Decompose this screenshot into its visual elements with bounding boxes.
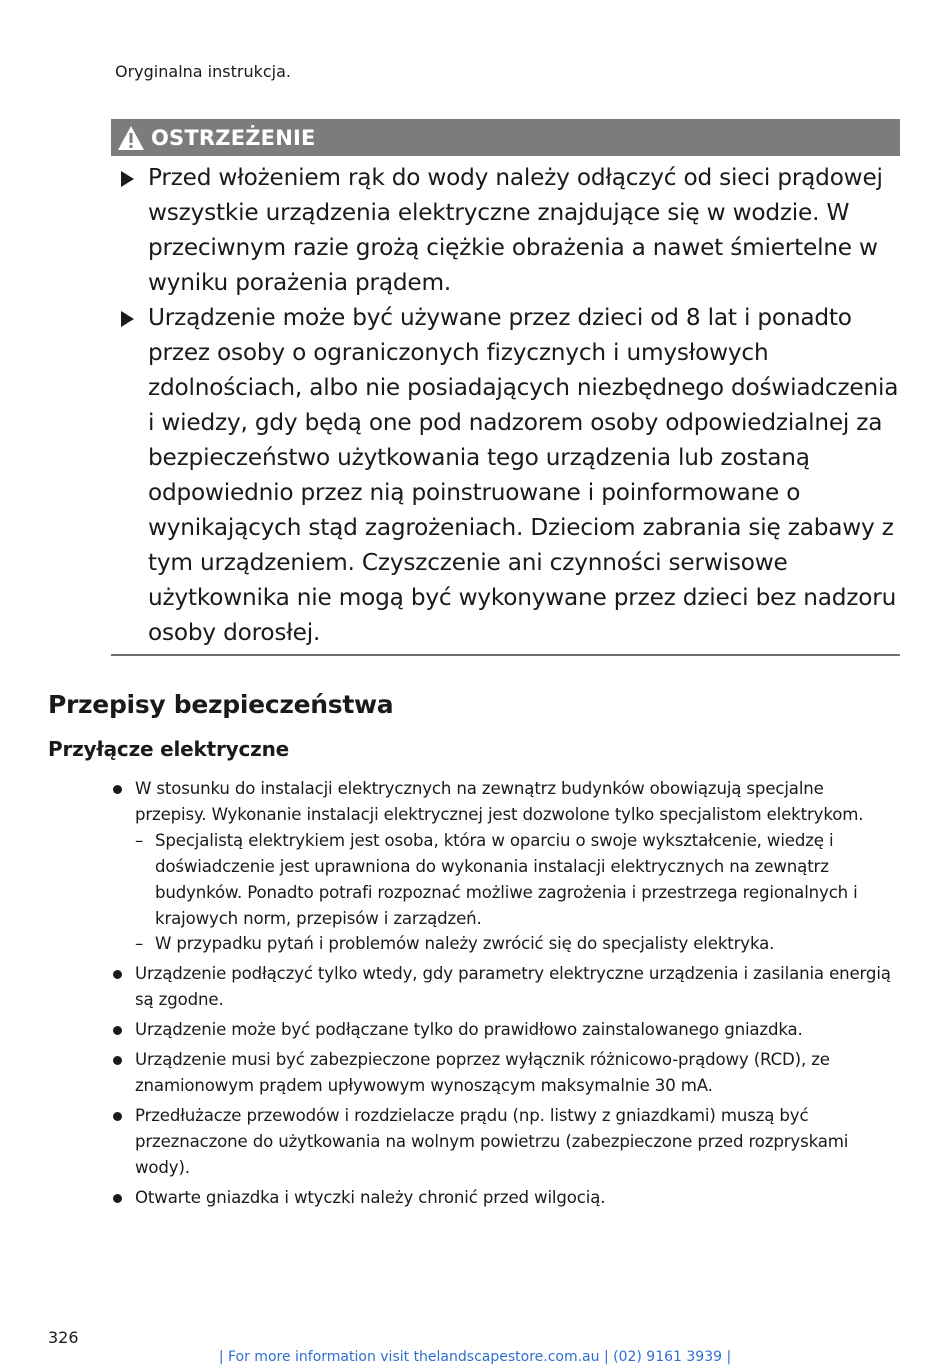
footer-contact-text: | For more information visit thelandscapestore.com.au | (02) 9161 3939 | [218, 1349, 732, 1365]
triangle-bullet-icon [121, 171, 134, 187]
dash-marker: – [135, 934, 144, 954]
list-item [108, 1017, 900, 1043]
list-item [108, 961, 900, 1013]
warning-divider [111, 654, 900, 656]
sub-list-item [135, 828, 900, 932]
warning-item [111, 160, 900, 300]
sub-list-item [135, 931, 900, 957]
sub-rule-text: Specjalistą elektrykiem jest osoba, która w oparciu o swoje wykształcenie, wiedzę i doświadczenie jest uprawniona do wykonania instalacji elektrycznych na zewnątrz budynków. Ponadto potrafi rozpoznać możliwe zagrożenia i przestrzega regionalnych i krajowych norm, przepisów i zarządzeń. [155, 830, 858, 928]
list-item [108, 1047, 900, 1099]
warning-header [111, 119, 900, 156]
warning-title: OSTRZEŻENIE [151, 125, 316, 150]
bullet-dot-icon [113, 1112, 122, 1121]
list-item [108, 1103, 900, 1181]
rule-text: Urządzenie podłączyć tylko wtedy, gdy parametry elektryczne urządzenia i zasilania energią są zgodne. [135, 964, 891, 1010]
section-title: Przepisy bezpieczeństwa [48, 690, 394, 719]
sub-list [135, 828, 900, 958]
sub-rule-text: W przypadku pytań i problemów należy zwrócić się do specjalisty elektryka. [155, 934, 775, 954]
safety-rules-list [108, 776, 900, 1215]
subsection-title: Przyłącze elektryczne [48, 737, 289, 761]
rule-text: Przedłużacze przewodów i rozdzielacze prądu (np. listwy z gniazdkami) muszą być przeznaczone do użytkowania na wolnym powietrzu (zabezpieczone przed rozpryskami wody). [135, 1105, 849, 1177]
warning-box [111, 119, 900, 656]
page-number: 326 [48, 1328, 79, 1347]
bullet-dot-icon [113, 1194, 122, 1203]
list-item [108, 776, 900, 957]
rule-text: Otwarte gniazdka i wtyczki należy chronić przed wilgocią. [135, 1187, 606, 1207]
dash-marker: – [135, 830, 144, 850]
warning-item-text: Urządzenie może być używane przez dzieci od 8 lat i ponadto przez osoby o ograniczonych fizycznych i umysłowych zdolnościach, albo nie posiadających niezbędnego doświadczenia i wiedzy, gdy będą one pod nadzorem osoby odpowiedzialnej za bezpieczeństwo użytkowania tego urządzenia lub zostaną odpowiednio przez nią poinstruowane i poinformowane o wynikających stąd zagrożeniach. Dzieciom zabrania się zabawy z tym urządzeniem. Czyszczenie ani czynności serwisowe użytkownika nie mogą być wykonywane przez dzieci bez nadzoru osoby dorosłej. [148, 304, 899, 646]
triangle-bullet-icon [121, 311, 134, 327]
bullet-dot-icon [113, 1026, 122, 1035]
list-item [108, 1185, 900, 1211]
top-note: Oryginalna instrukcja. [115, 62, 291, 81]
bullet-dot-icon [113, 970, 122, 979]
rule-text: Urządzenie może być podłączane tylko do prawidłowo zainstalowanego gniazdka. [135, 1020, 803, 1040]
warning-item-text: Przed włożeniem rąk do wody należy odłączyć od sieci prądowej wszystkie urządzenia elektryczne znajdujące się w wodzie. W przeciwnym razie grożą ciężkie obrażenia a nawet śmiertelne w wyniku porażenia prądem. [148, 164, 883, 296]
warning-triangle-icon [117, 125, 145, 151]
rule-text: Urządzenie musi być zabezpieczone poprzez wyłącznik różnicowo-prądowy (RCD), ze znamionowym prądem upływowym wynoszącym maksymalnie 30 mA. [135, 1050, 830, 1095]
rule-text: W stosunku do instalacji elektrycznych na zewnątrz budynków obowiązują specjalne przepisy. Wykonanie instalacji elektrycznej jest dozwolone tylko specjalistom elektrykom. [135, 779, 864, 824]
bullet-dot-icon [113, 785, 122, 794]
warning-item [111, 300, 900, 650]
warning-list [111, 156, 900, 650]
bullet-dot-icon [113, 1056, 122, 1065]
